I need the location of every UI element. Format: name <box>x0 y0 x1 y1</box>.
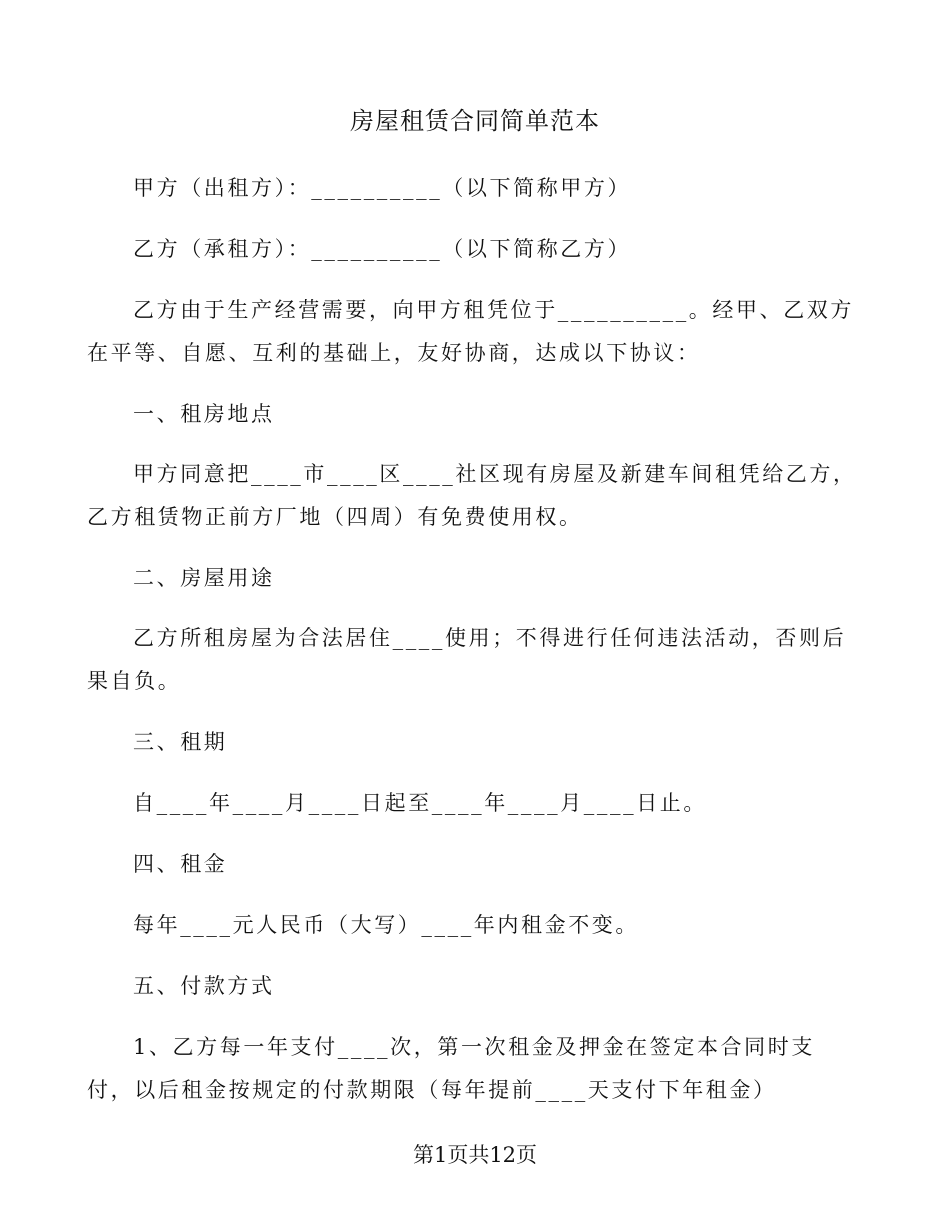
party-a-line: 甲方（出租方）：__________（以下简称甲方） <box>133 176 632 200</box>
section-heading-payment: 五、付款方式 <box>133 974 275 998</box>
page-indicator: 第1页共12页 <box>412 1143 538 1167</box>
intro-paragraph: 乙方由于生产经营需要，向甲方租凭位于__________。经甲、乙双方在平等、自愿、互利的基础上，友好协商，达成以下协议： <box>87 298 854 365</box>
section-heading-location: 一、租房地点 <box>133 402 275 426</box>
document-title: 房屋租赁合同简单范本 <box>350 107 600 135</box>
section-text-location: 甲方同意把____市____区____社区现有房屋及新建车间租凭给乙方，乙方租赁物正前方厂地（四周）有免费使用权。 <box>87 462 857 529</box>
section-text-usage: 乙方所租房屋为合法居住____使用；不得进行任何违法活动，否则后果自负。 <box>87 626 847 693</box>
section-text-payment-item1: 1、乙方每一年支付____次，第一次租金及押金在签定本合同时支付，以后租金按规定的付款期限（每年提前____天支付下年租金） <box>87 1035 815 1102</box>
party-b-line: 乙方（承租方）：__________（以下简称乙方） <box>133 237 632 261</box>
section-heading-rent: 四、租金 <box>133 852 228 876</box>
section-text-rent: 每年____元人民币（大写）____年内租金不变。 <box>133 913 639 937</box>
section-heading-term: 三、租期 <box>133 730 228 754</box>
section-text-term: 自____年____月____日起至____年____月____日止。 <box>133 791 707 815</box>
section-heading-usage: 二、房屋用途 <box>133 566 275 590</box>
